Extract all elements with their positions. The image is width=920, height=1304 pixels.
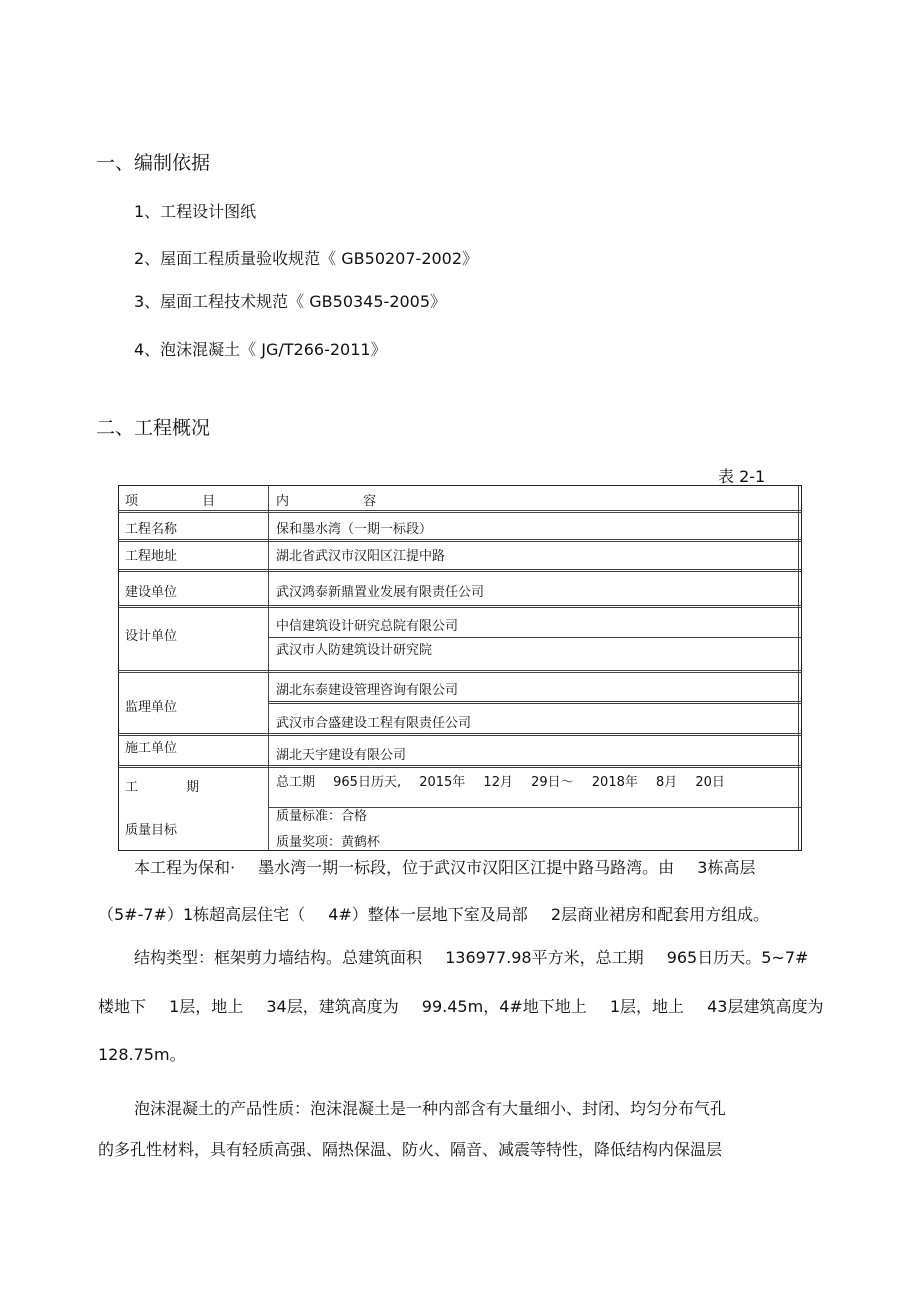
header-content: 内 容 [276,494,377,509]
row-divider [118,510,802,513]
row-divider [118,569,802,572]
row-divider [118,539,802,542]
project-overview-table [118,485,802,851]
value-project-name: 保和墨水湾（一期一标段） [276,522,433,537]
basis-item-3: 3、屋面工程技术规范《 GB50345-2005》 [134,292,447,311]
value-designer-1: 中信建筑设计研究总院有限公司 [276,619,459,634]
basis-item-1: 1、工程设计图纸 [134,202,257,221]
value-quality-standard: 质量标准：合格 [276,809,368,824]
paragraph-2-line-3: 128.75m。 [98,1045,186,1064]
label-project-name: 工程名称 [125,522,178,537]
paragraph-3-line-2: 的多孔性材料，具有轻质高强、隔热保温、防火、隔音、减震等特性，降低结构内保温层 [98,1140,723,1159]
row-divider [118,670,802,673]
paragraph-1-line-2: （5#-7#）1栋超高层住宅（ 4#）整体一层地下室及局部 2层商业裙房和配套用方组成。 [98,905,770,924]
label-designer: 设计单位 [125,629,178,644]
table-caption: 表 2-1 [718,467,766,486]
label-address: 工程地址 [125,549,178,564]
basis-item-4: 4、泡沫混凝土《 JG/T266-2011》 [134,340,387,359]
label-supervisor: 监理单位 [125,700,178,715]
paragraph-3-line-1: 泡沫混凝土的产品性质：泡沫混凝土是一种内部含有大量细小、封闭、均匀分布气孔 [134,1099,727,1118]
paragraph-2-line-2: 楼地下 1层，地上 34层，建筑高度为 99.45m，4#地下地上 1层，地上 43层建筑高度为 [98,997,824,1016]
value-developer: 武汉鸿泰新鼎置业发展有限责任公司 [276,585,485,600]
value-period: 总工期 965日历天, 2015年 12月 29日～ 2018年 8月 20日 [276,775,725,790]
row-divider [118,733,802,736]
paragraph-1-line-1: 本工程为保和· 墨水湾一期一标段，位于武汉市汉阳区江提中路马路湾。由 3栋高层 [134,858,756,877]
row-divider [268,637,802,638]
label-period: 工 期 [125,780,222,795]
value-quality-award: 质量奖项：黄鹤杯 [276,835,381,850]
value-supervisor-2: 武汉市合盛建设工程有限责任公司 [276,716,472,731]
value-supervisor-1: 湖北东泰建设管理咨询有限公司 [276,683,459,698]
row-divider [268,701,802,704]
header-item: 项 目 [125,494,246,509]
value-designer-2: 武汉市人防建筑设计研究院 [276,643,433,658]
basis-item-2: 2、屋面工程质量验收规范《 GB50207-2002》 [134,249,479,268]
paragraph-2-line-1: 结构类型：框架剪力墙结构。总建筑面积 136977.98平方米，总工期 965日历天。5~7# [134,948,809,967]
label-quality: 质量目标 [125,823,178,838]
value-contractor: 湖北天宇建设有限公司 [276,748,407,763]
section-heading-overview: 二、工程概况 [96,417,211,439]
row-divider [118,765,802,768]
label-developer: 建设单位 [125,585,178,600]
label-contractor: 施工单位 [125,741,178,756]
row-divider [118,605,802,608]
value-address: 湖北省武汉市汉阳区江提中路 [276,549,446,564]
section-heading-basis: 一、编制依据 [96,152,211,174]
